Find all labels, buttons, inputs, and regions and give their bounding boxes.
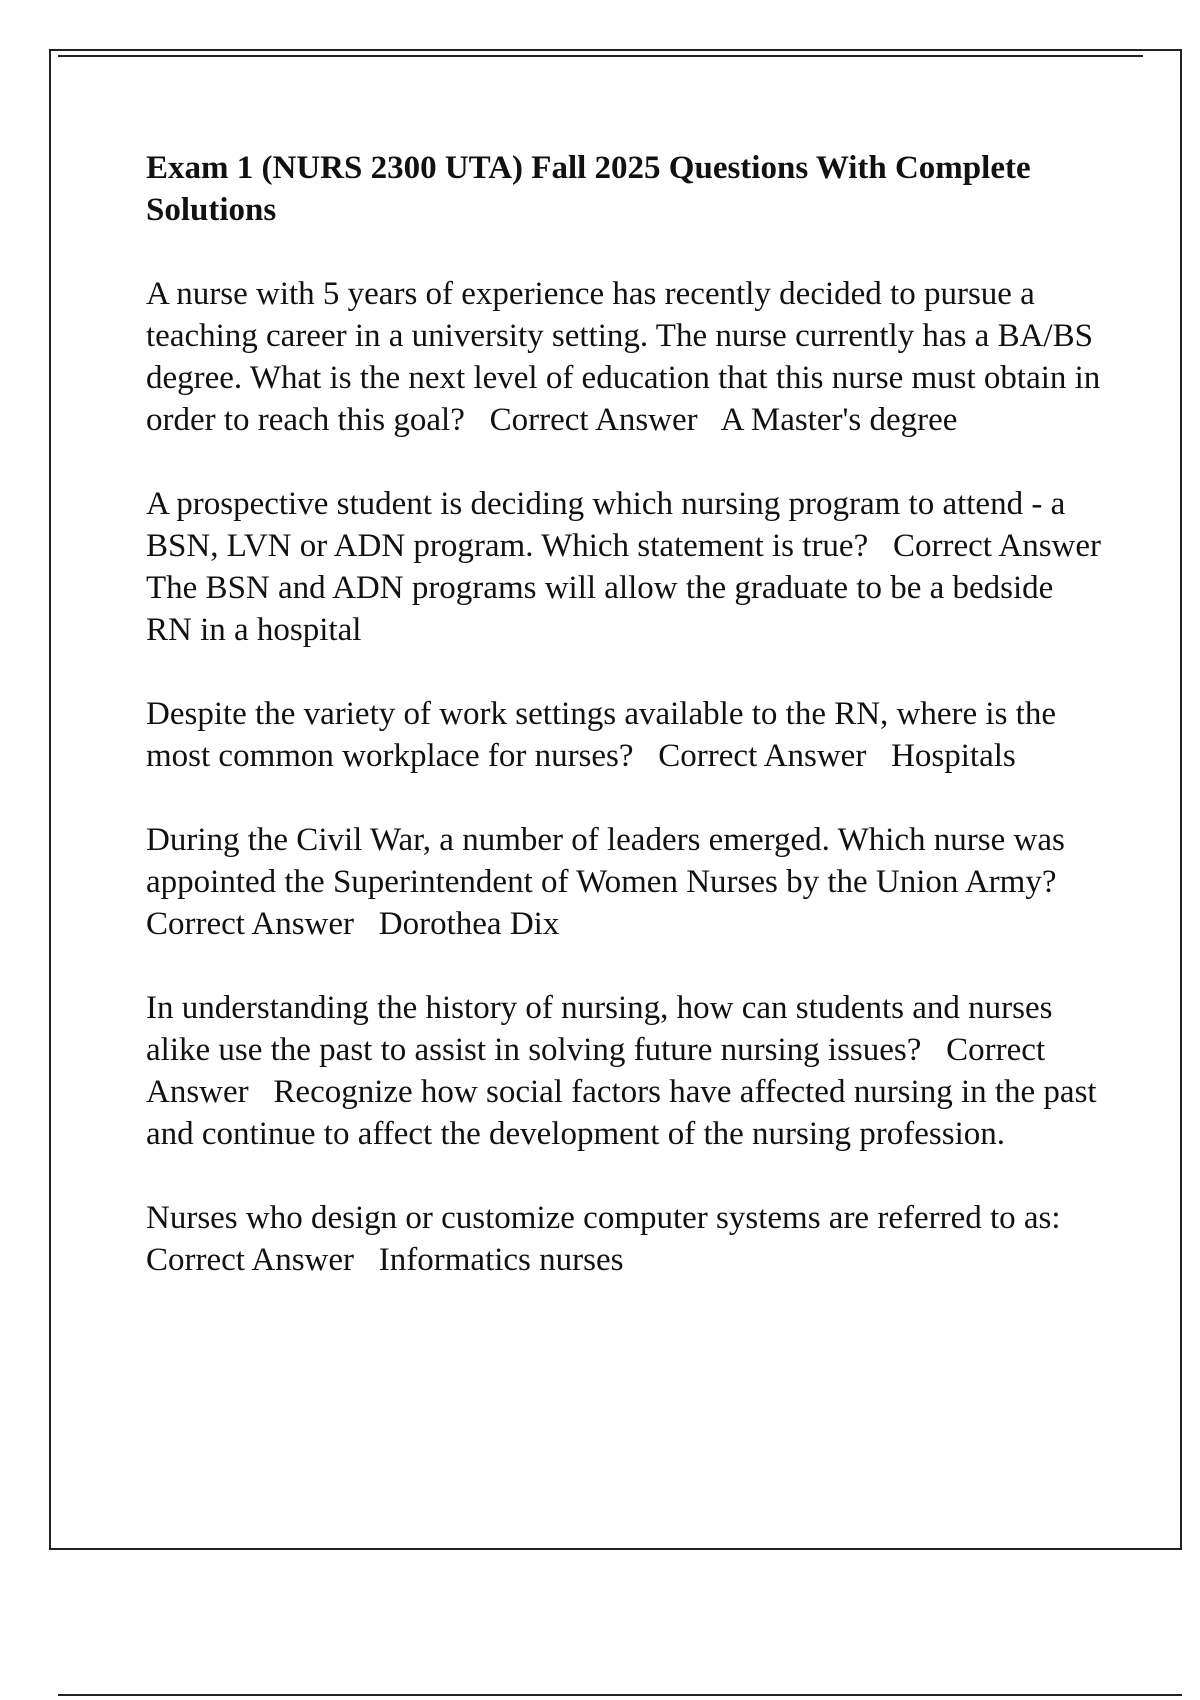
- answer-text: Dorothea Dix: [378, 906, 560, 942]
- question-text: Despite the variety of work settings available to the RN, where is the most common workplace for nurses?: [146, 696, 1065, 774]
- qa-item: [146, 819, 1106, 945]
- answer-label: Correct Answer: [146, 906, 355, 942]
- qa-item: [146, 273, 1109, 441]
- qa-item: [146, 987, 1106, 1155]
- question-text: A nurse with 5 years of experience has recently decided to pursue a teaching career in a university setting. The nurse currently has a BA/BS degree. What is the next level of education that this nurse must obtain in order to reach this goal?: [146, 276, 1109, 438]
- question-text: A prospective student is deciding which nursing program to attend - a BSN, LVN or ADN program. Which statement is true?: [146, 486, 1074, 564]
- answer-text: Recognize how social factors have affected nursing in the past and continue to affect the development of the nursing profession.: [146, 1074, 1105, 1152]
- question-text: In understanding the history of nursing, how can students and nurses alike use the past to assist in solving future nursing issues?: [146, 990, 1061, 1068]
- qa-item: [146, 483, 1106, 651]
- header-rule: [58, 55, 1143, 57]
- document-body: [146, 147, 1109, 1323]
- answer-text: Hospitals: [891, 738, 1016, 774]
- question-text: During the Civil War, a number of leaders emerged. Which nurse was appointed the Superintendent of Women Nurses by the Union Army?: [146, 822, 1074, 900]
- footer-rule: [58, 1694, 1182, 1696]
- answer-text: Informatics nurses: [378, 1242, 624, 1278]
- qa-item: [146, 1197, 1106, 1281]
- document-title: Exam 1 (NURS 2300 UTA) Fall 2025 Questions With Complete Solutions: [146, 150, 1031, 228]
- qa-item: [146, 693, 1106, 777]
- answer-text: A Master's degree: [720, 402, 958, 438]
- answer-label: Correct Answer: [892, 528, 1102, 564]
- answer-label: Correct Answer: [146, 1242, 355, 1278]
- question-text: Nurses who design or customize computer systems are referred to as:: [146, 1200, 1061, 1236]
- answer-label: Correct Answer: [489, 402, 698, 438]
- answer-text: The BSN and ADN programs will allow the graduate to be a bedside RN in a hospital: [146, 570, 1062, 648]
- answer-label: Correct Answer: [658, 738, 867, 774]
- answer-label: Correct Answer: [146, 1032, 1052, 1110]
